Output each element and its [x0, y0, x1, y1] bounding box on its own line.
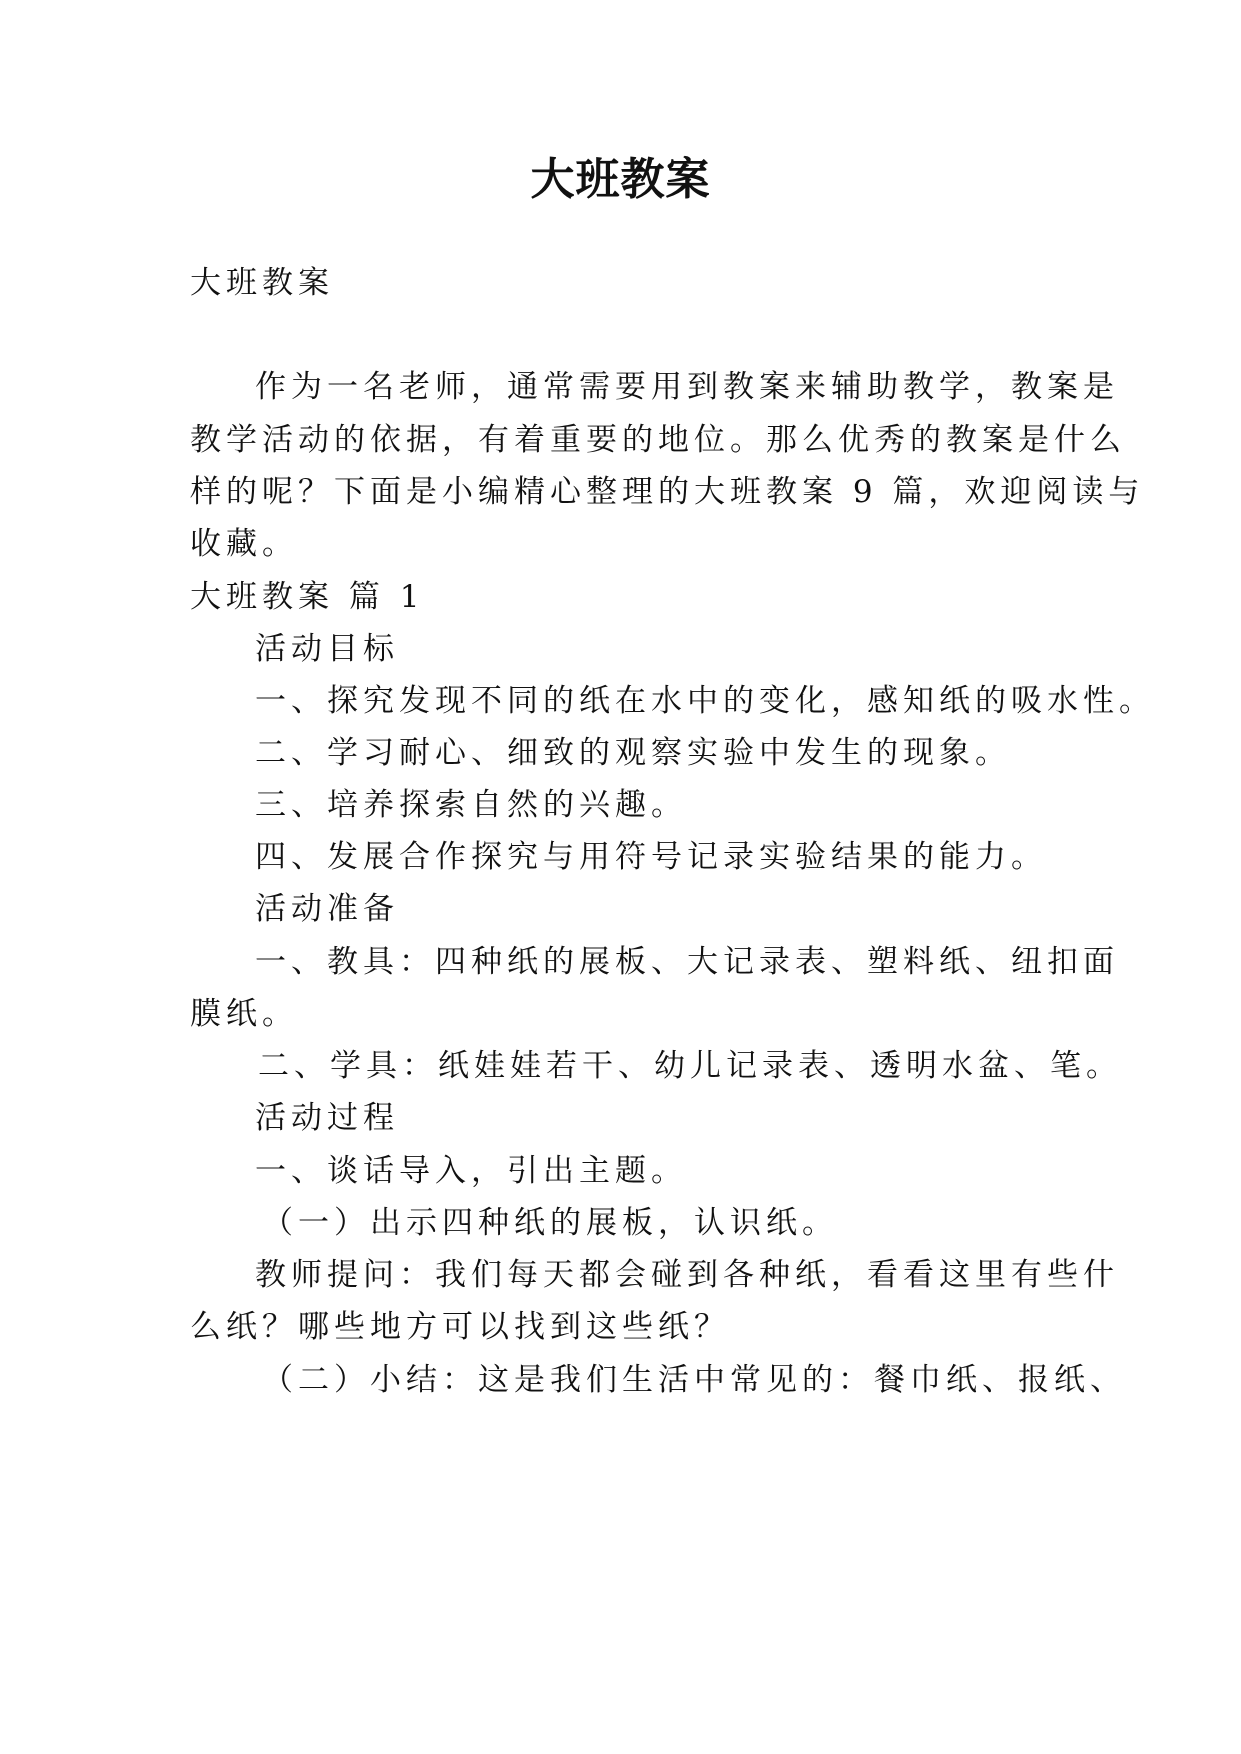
prep-heading: 活动准备	[255, 891, 399, 927]
process-item: （一）出示四种纸的展板，认识纸。	[262, 1205, 838, 1241]
prep-item: 膜纸。	[190, 996, 298, 1032]
process-heading: 活动过程	[255, 1100, 399, 1136]
goal-item: 四、发展合作探究与用符号记录实验结果的能力。	[255, 839, 1047, 875]
process-item: （二）小结：这是我们生活中常见的：餐巾纸、报纸、	[262, 1362, 1126, 1398]
goal-item: 二、学习耐心、细致的观察实验中发生的现象。	[255, 735, 1011, 771]
goals-heading: 活动目标	[255, 631, 399, 667]
prep-item: 二、学具：纸娃娃若干、幼儿记录表、透明水盆、笔。	[258, 1048, 1122, 1084]
intro-line: 作为一名老师，通常需要用到教案来辅助教学，教案是	[255, 369, 1119, 405]
prep-item: 一、教具：四种纸的展板、大记录表、塑料纸、纽扣面	[255, 944, 1119, 980]
intro-line: 样的呢？下面是小编精心整理的大班教案 9 篇，欢迎阅读与	[190, 474, 1145, 510]
process-item: 一、谈话导入，引出主题。	[255, 1153, 687, 1189]
goal-item: 一、探究发现不同的纸在水中的变化，感知纸的吸水性。	[255, 683, 1155, 719]
intro-line: 收藏。	[190, 526, 298, 562]
section-heading: 大班教案 篇 1	[190, 579, 425, 615]
process-item: 教师提问：我们每天都会碰到各种纸，看看这里有些什	[255, 1257, 1119, 1293]
process-item: 么纸？哪些地方可以找到这些纸？	[190, 1309, 730, 1345]
document-title: 大班教案	[530, 154, 711, 205]
goal-item: 三、培养探索自然的兴趣。	[255, 787, 687, 823]
intro-line: 教学活动的依据，有着重要的地位。那么优秀的教案是什么	[190, 422, 1126, 458]
document-subtitle: 大班教案	[190, 265, 334, 301]
